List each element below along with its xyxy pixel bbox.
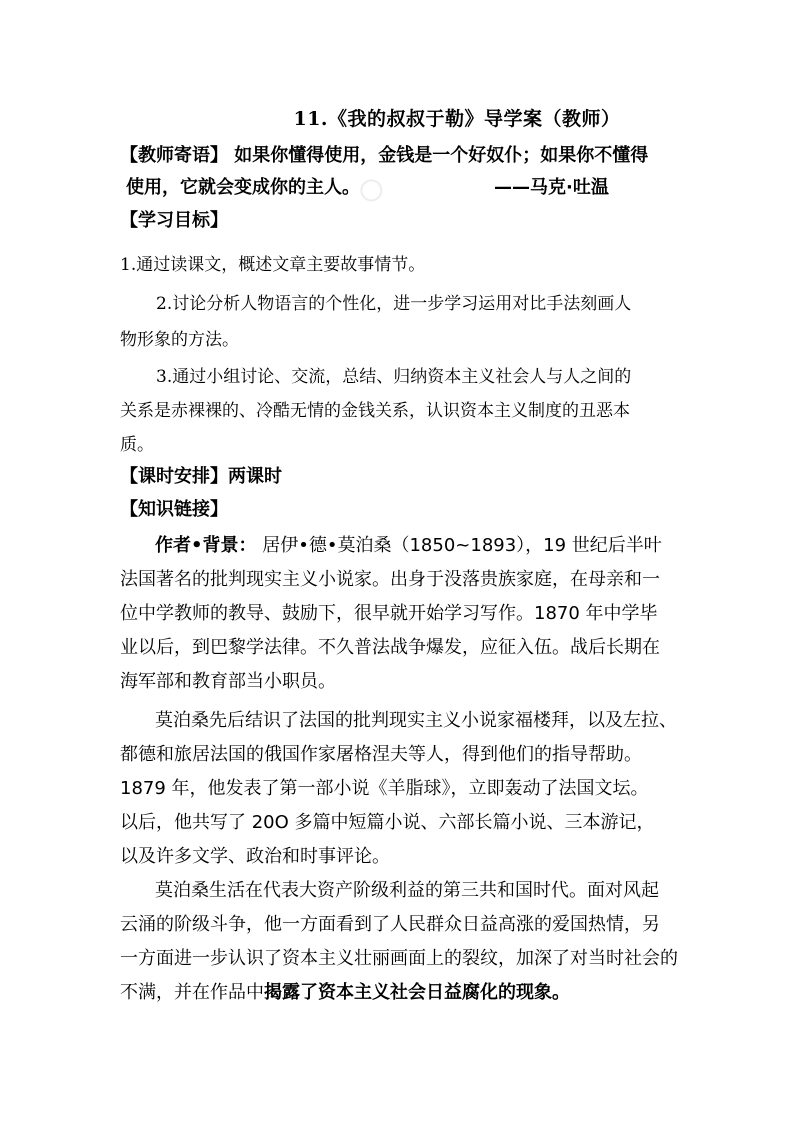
document-title: 11.《我的叔叔于勒》导学案（教师） [293, 108, 621, 130]
knowledge-p3-line-1: 莫泊桑生活在代表大资产阶级利益的第三共和国时代。面对风起 [155, 880, 659, 901]
watermark-icon [356, 176, 386, 206]
knowledge-p3-line-3: 一方面进一步认识了资本主义壮丽画面上的裂纹，加深了对当时社会的 [120, 948, 678, 969]
author-background-label: 作者•背景： [155, 535, 257, 556]
knowledge-p2-line-3: 1879 年，他发表了第一部小说《羊脂球》，立即轰动了法国文坛。 [120, 778, 649, 799]
author-background-text: 居伊•德•莫泊桑（1850~1893），19 世纪后半叶 [256, 535, 662, 556]
teacher-quote-text-1: 如果你懂得使用，金钱是一个好奴仆；如果你不懂得 [228, 145, 649, 166]
goal-item-3-line-1: 3.通过小组讨论、交流，总结、归纳资本主义社会人与人之间的 [156, 367, 632, 387]
knowledge-p3-line-4-bold: 揭露了资本主义社会日益腐化的现象。 [264, 982, 570, 1003]
knowledge-p2-line-4: 以后，他共写了 20O 多篇中短篇小说、六部长篇小说、三本游记， [120, 812, 655, 833]
goal-item-3-line-3: 质。 [120, 435, 154, 455]
teacher-quote-line-2 [126, 174, 360, 202]
knowledge-p1-line-1 [155, 532, 662, 560]
schedule-line [120, 463, 282, 491]
knowledge-p2-line-5: 以及许多文学、政治和时事评论。 [120, 846, 390, 867]
teacher-quote-text-2: 使用，它就会变成你的主人。 [126, 177, 360, 198]
knowledge-p2-line-1: 莫泊桑先后结识了法国的批判现实主义小说家福楼拜，以及左拉、 [155, 710, 677, 731]
knowledge-p3-line-4 [120, 979, 570, 1007]
goal-item-1: 1.通过读课文，概述文章主要故事情节。 [120, 255, 426, 275]
quote-author-name: ——马克·吐温 [494, 177, 609, 198]
knowledge-p1-line-3: 位中学教师的教导、鼓励下，很早就开始学习写作。1870 年中学毕 [120, 603, 658, 624]
goals-heading: 【学习目标】 [120, 210, 228, 231]
teacher-quote-label: 【教师寄语】 [120, 145, 228, 166]
knowledge-p1-line-2: 法国著名的批判现实主义小说家。出身于没落贵族家庭，在母亲和一 [120, 569, 660, 590]
schedule-value: 两课时 [228, 466, 282, 487]
knowledge-p3-line-2: 云涌的阶级斗争，他一方面看到了人民群众日益高涨的爱国热情，另 [120, 914, 660, 935]
teacher-quote-line-1 [120, 142, 648, 170]
goal-item-3-line-2: 关系是赤裸裸的、冷酷无情的金钱关系，认识资本主义制度的丑恶本 [120, 401, 630, 421]
knowledge-heading: 【知识链接】 [120, 499, 228, 520]
knowledge-p3-line-4-normal: 不满，并在作品中 [120, 982, 264, 1003]
knowledge-p2-line-2: 都德和旅居法国的俄国作家屠格涅夫等人，得到他们的指导帮助。 [120, 744, 642, 765]
knowledge-p1-line-5: 海军部和教育部当小职员。 [120, 671, 336, 692]
knowledge-p1-line-4: 业以后，到巴黎学法律。不久普法战争爆发，应征入伍。战后长期在 [120, 637, 660, 658]
schedule-label: 【课时安排】 [120, 466, 228, 487]
teacher-quote-author [494, 174, 609, 202]
goal-item-2-line-2: 物形象的方法。 [120, 330, 239, 350]
goal-item-2-line-1: 2.讨论分析人物语言的个性化，进一步学习运用对比手法刻画人 [156, 294, 632, 314]
